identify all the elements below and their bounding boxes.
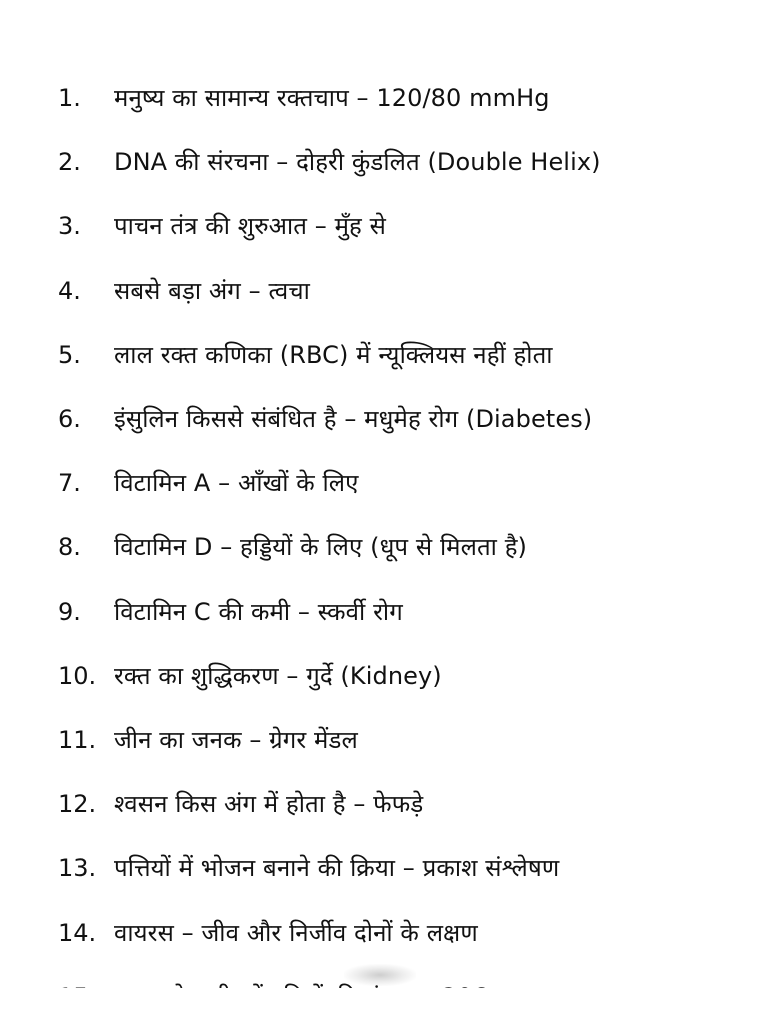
item-text: विटामिन A – आँखों के लिए [114, 469, 359, 498]
item-text: जीन का जनक – ग्रेगर मेंडल [114, 725, 358, 754]
item-text: विटामिन C की कमी – स्कर्वी रोग [114, 597, 403, 626]
list-item [58, 387, 758, 451]
list-item [58, 580, 758, 644]
item-number: 14. [58, 918, 97, 947]
list-item [58, 708, 758, 772]
list-item [58, 259, 758, 323]
item-number: 8. [58, 533, 81, 562]
blur-smudge [344, 964, 416, 986]
item-text: पाचन तंत्र की शुरुआत – मुँह से [114, 212, 386, 241]
item-number: 5. [58, 340, 81, 369]
item-text: पत्तियों में भोजन बनाने की क्रिया – प्रकाश संश्लेषण [114, 854, 560, 883]
item-text: मनुष्य का सामान्य रक्तचाप – 120/80 mmHg [114, 84, 550, 113]
item-number: 10. [58, 661, 97, 690]
list-item [58, 130, 758, 194]
list-item [58, 836, 758, 900]
list-item [58, 451, 758, 515]
list-item [58, 66, 758, 130]
item-text: रक्त का शुद्धिकरण – गुर्दे (Kidney) [114, 661, 442, 690]
item-number: 1. [58, 84, 81, 113]
item-text: सबसे बड़ा अंग – त्वचा [114, 276, 310, 305]
item-text: विटामिन D – हड्डियों के लिए (धूप से मिलता है) [114, 533, 528, 562]
fact-list [58, 66, 758, 988]
item-number: 12. [58, 790, 97, 819]
list-item [58, 644, 758, 708]
item-number: 2. [58, 148, 81, 177]
list-item [58, 900, 758, 964]
list-item [58, 194, 758, 258]
item-number: 9. [58, 597, 81, 626]
item-text: लाल रक्त कणिका (RBC) में न्यूक्लियस नहीं होता [114, 340, 553, 369]
item-number: 13. [58, 854, 97, 883]
item-number: 7. [58, 469, 81, 498]
item-text: इंसुलिन किससे संबंधित है – मधुमेह रोग (Diabetes) [114, 405, 593, 434]
item-text: वायरस – जीव और निर्जीव दोनों के लक्षण [114, 918, 478, 947]
list-item [58, 323, 758, 387]
list-item [58, 515, 758, 579]
item-number: 6. [58, 405, 81, 434]
item-number: 3. [58, 212, 81, 241]
item-number: 11. [58, 725, 97, 754]
item-text: DNA की संरचना – दोहरी कुंडलित (Double Helix) [114, 148, 601, 177]
item-number: 4. [58, 276, 81, 305]
list-item [58, 772, 758, 836]
page-cutoff [0, 988, 768, 1024]
item-text: श्वसन किस अंग में होता है – फेफड़े [114, 790, 424, 819]
